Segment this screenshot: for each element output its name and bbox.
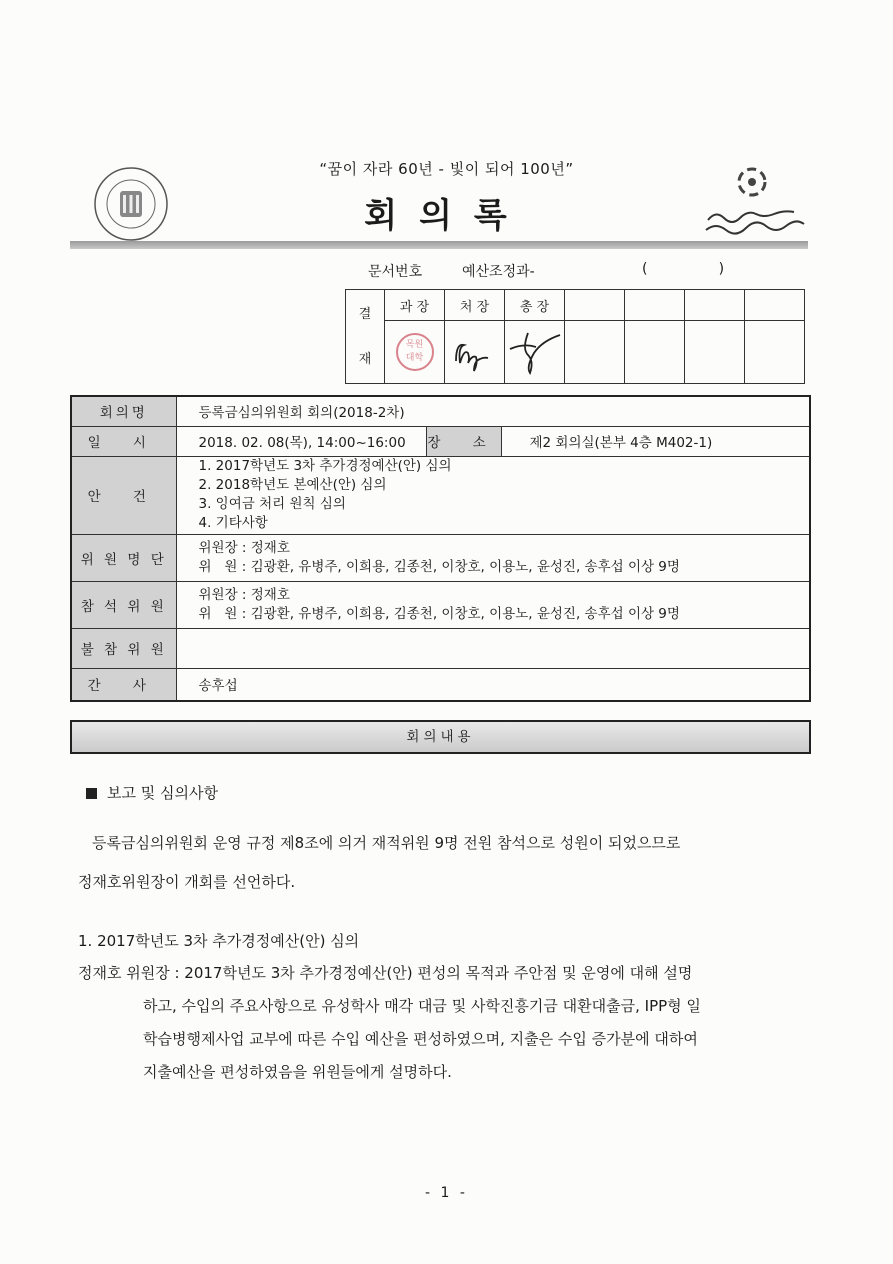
committee-label: 위 원 명 단 [71,534,176,581]
meeting-content-section-header: 회의내용 [70,720,811,754]
agenda-list [176,456,810,534]
meeting-place: 제2 회의실(본부 4층 M402-1) [501,426,810,456]
red-seal-stamp: 목원 대학 [396,333,434,371]
attendees-chair: 위원장 : 정재호 [198,586,290,603]
absent-label: 불 참 위 원 [71,628,176,668]
datetime-label: 일 시 [71,426,176,456]
agenda-item: 2. 2018학년도 본예산(안) 심의 [198,477,387,493]
approval-role-president: 총 장 [505,290,565,321]
agenda-label: 안 건 [71,456,176,534]
approval-side-label: 결 재 [346,290,385,384]
agenda-item-1-title: 1. 2017학년도 3차 추가경정예산(안) 심의 [78,932,360,950]
approval-role-office-head: 처 장 [445,290,505,321]
meeting-info-table [70,395,811,702]
intro-paragraph-line2: 정재호위원장이 개회를 선언하다. [78,873,296,891]
item1-paragraph-line2: 하고, 수입의 주요사항으로 유성학사 매각 대금 및 사학진흥기금 대환대출금, IPP형 일 [143,997,701,1015]
document-number-paren: ( ) [642,261,725,277]
agenda-item: 3. 잉여금 처리 원칙 심의 [198,496,346,512]
approval-signature-cell [445,321,505,384]
attendees-label: 참 석 위 원 [71,581,176,628]
committee-chair: 위원장 : 정재호 [198,539,290,556]
page-number: - 1 - [425,1185,468,1201]
item1-paragraph-line3: 학습병행제사업 교부에 따른 수입 예산을 편성하였으며, 지출은 수입 증가분에 대하여 [143,1030,698,1048]
header-divider [70,241,808,249]
document-number-value: 예산조정과- [462,264,535,280]
agenda-item: 4. 기타사항 [198,515,268,531]
place-label: 장 소 [426,426,501,456]
secretary-label: 간 사 [71,668,176,701]
slogan: “꿈이 자라 60년 - 빛이 되어 100년” [319,160,574,178]
attendees-list [176,581,810,628]
item1-paragraph-line4: 지출예산을 편성하였음을 위원들에게 설명하다. [143,1063,452,1081]
document-number-label: 문서번호 [368,264,423,280]
intro-paragraph-line1: 등록금심의위원회 운영 규정 제8조에 의거 재적위원 9명 전원 참석으로 성원이 되었으므로 [92,834,681,852]
signature-mark [506,321,564,379]
page-title: 회의록 [364,196,529,236]
approval-signature-cell [505,321,565,384]
approval-role-section-head: 과 장 [385,290,445,321]
meeting-datetime: 2018. 02. 08(목), 14:00~16:00 [176,426,426,456]
item1-paragraph-line1: 정재호 위원장 : 2017학년도 3차 추가경정예산(안) 편성의 목적과 주안점 및 운영에 대해 설명 [78,964,693,982]
approval-stamp-cell [385,321,445,384]
committee-members: 위 원 : 김광환, 유병주, 이희용, 김종천, 이창호, 이용노, 윤성진, 송후섭 이상 9명 [198,558,680,575]
meeting-name: 등록금심의위원회 회의(2018-2차) [176,396,810,426]
education-community-emblem [700,162,808,238]
signature-mark [446,321,504,379]
approval-box [345,289,805,384]
attendees-members: 위 원 : 김광환, 유병주, 이희용, 김종천, 이창호, 이용노, 윤성진, 송후섭 이상 9명 [198,605,680,622]
agenda-item: 1. 2017학년도 3차 추가경정예산(안) 심의 [198,458,452,474]
committee-list [176,534,810,581]
square-bullet-icon [86,788,97,799]
absent-members [176,628,810,668]
content-heading: 보고 및 심의사항 [86,782,218,803]
meeting-name-label: 회의명 [71,396,176,426]
secretary-name: 송후섭 [176,668,810,701]
